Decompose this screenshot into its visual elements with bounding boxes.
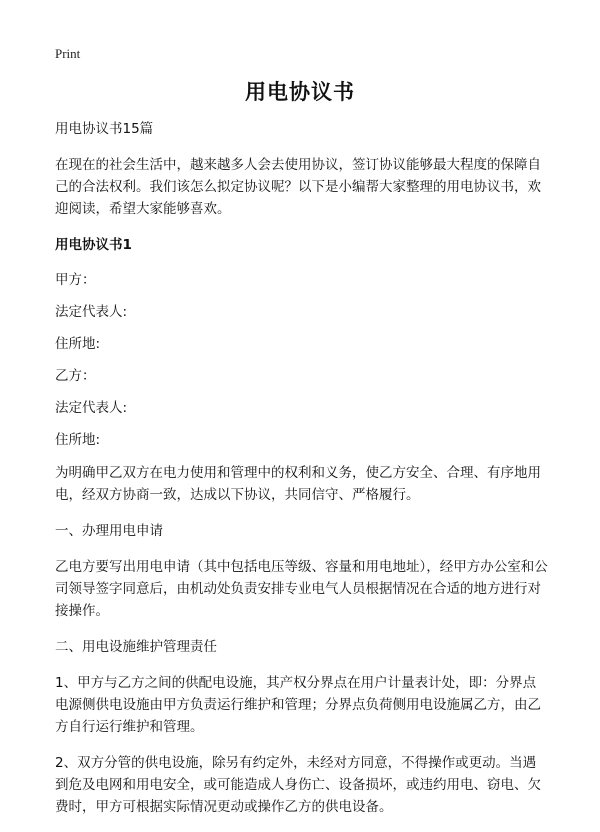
party-a-address-field: 住所地: [55,336,101,352]
clause-2-item-2: 2、双方分管的供电设施，除另有约定外，未经对方同意，不得操作或更动。当遇到危及电网和用电安全，或可能造成人身伤亡、设备损坏，或违约用电、窃电、欠费时，甲方可根据实际情况更动或操作乙方的供电设备。 [55,755,541,815]
clause-2-heading: 二、用电设施维护管理责任 [55,639,217,655]
document-subtitle: 用电协议书15篇 [55,121,154,137]
document-body [55,118,548,832]
print-link[interactable]: Print [55,46,81,61]
clause-1-text: 乙电方要写出用电申请（其中包括电压等级、容量和用电地址），经甲方办公室和公司领导签字同意后，由机动处负责安排专业电气人员根据情况在合适的地方进行对接操作。 [55,559,548,619]
party-b-representative-field: 法定代表人: [55,400,128,416]
party-a-representative-field: 法定代表人: [55,304,128,320]
party-b-address-field: 住所地: [55,432,101,448]
page-title: 用电协议书 [245,80,355,104]
clause-2-item-1: 1、甲方与乙方之间的供配电设施，其产权分界点在用户计量表计处，即：分界点电源侧供电设施由甲方负责运行维护和管理；分界点负荷侧用电设施属乙方，由乙方自行运行维护和管理。 [55,675,541,735]
intro-paragraph: 在现在的社会生活中，越来越多人会去使用协议，签订协议能够最大程度的保障自己的合法权利。我们该怎么拟定协议呢？以下是小编帮大家整理的用电协议书，欢迎阅读，希望大家能够喜欢。 [55,157,541,217]
section-heading: 用电协议书1 [55,237,132,253]
purpose-paragraph: 为明确甲乙双方在电力使用和管理中的权利和义务，使乙方安全、合理、有序地用电，经双方协商一致，达成以下协议，共同信守、严格履行。 [55,465,541,503]
party-b-field: 乙方： [55,368,96,384]
clause-1-heading: 一、办理用电申请 [55,523,163,539]
party-a-field: 甲方： [55,272,96,288]
